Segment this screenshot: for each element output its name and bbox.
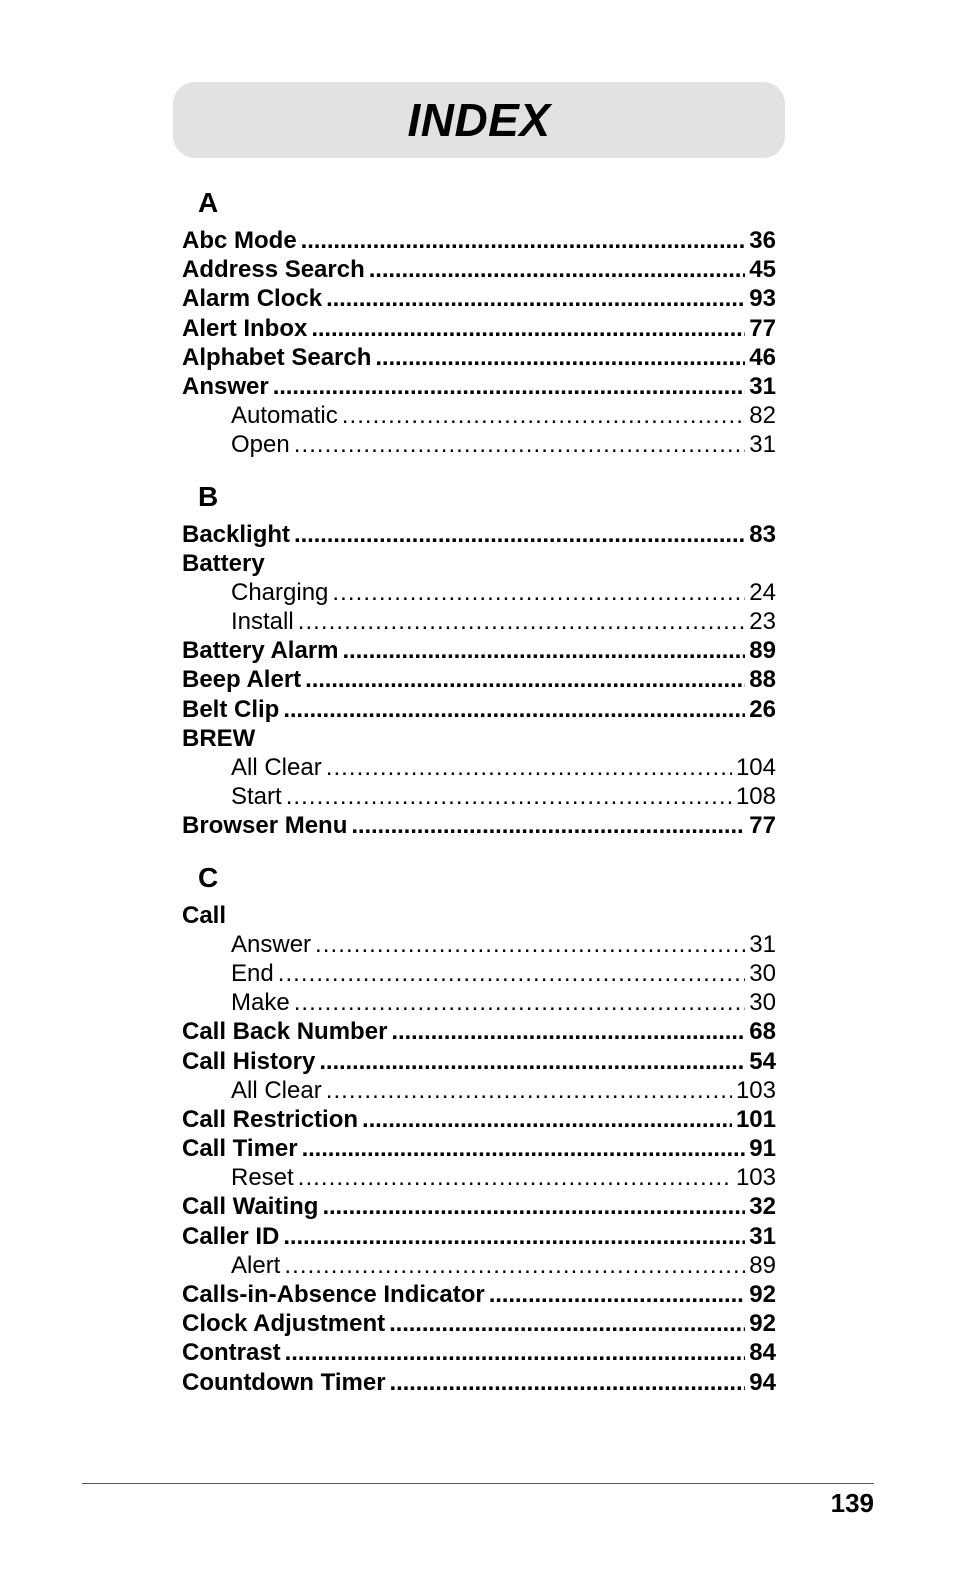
index-subentry — [182, 401, 776, 430]
entry-term: Calls-in-Absence Indicator — [182, 1281, 485, 1308]
index-subentry — [182, 1251, 776, 1280]
index-entry — [182, 695, 776, 724]
index-subentry — [182, 1163, 776, 1192]
page-title: INDEX — [407, 94, 551, 146]
entry-page: 31 — [749, 1222, 776, 1250]
entry-term: Abc Mode — [182, 227, 297, 254]
entry-page: 77 — [749, 314, 776, 342]
entry-term: Battery Alarm — [182, 637, 339, 665]
dot-leader — [391, 1017, 745, 1046]
index-subentry — [182, 607, 776, 636]
dot-leader — [332, 578, 745, 607]
entry-term: Call Waiting — [182, 1193, 319, 1221]
entry-term: Open — [231, 431, 290, 459]
entry-term: Alert — [231, 1251, 281, 1279]
index-entry — [182, 1105, 776, 1134]
dot-leader — [273, 372, 746, 401]
entry-term: Answer — [182, 372, 269, 400]
entry-page: 103 — [735, 1076, 776, 1104]
entry-page: 84 — [749, 1339, 776, 1367]
entry-page: 30 — [749, 959, 776, 987]
index-entry — [182, 665, 776, 694]
entry-term: Call Restriction — [182, 1105, 359, 1133]
entry-term: Charging — [231, 578, 329, 606]
entry-page: 31 — [749, 431, 776, 459]
index-entry — [182, 343, 776, 372]
section-letter: A — [198, 187, 219, 218]
entry-page: 32 — [749, 1193, 776, 1221]
entry-page: 46 — [749, 343, 776, 371]
entry-page: 92 — [749, 1310, 776, 1338]
index-entry — [182, 255, 776, 284]
footer-divider — [82, 1483, 874, 1484]
entry-term: Answer — [231, 930, 312, 958]
entry-page: 31 — [749, 930, 776, 958]
index-subentry — [182, 1076, 776, 1105]
dot-leader — [283, 695, 745, 724]
entry-page: 83 — [749, 520, 776, 548]
section-gap — [182, 460, 776, 482]
entry-page: 104 — [735, 754, 776, 781]
entry-term: Belt Clip — [182, 695, 280, 723]
index-subentry — [182, 930, 776, 959]
dot-leader — [375, 343, 745, 372]
index-entry — [182, 1309, 776, 1338]
index-entry — [182, 1134, 776, 1163]
entry-term: BREW — [182, 724, 256, 752]
index-entry — [182, 314, 776, 343]
entry-term: Reset — [231, 1164, 294, 1192]
dot-leader — [298, 1163, 732, 1192]
dot-leader — [362, 1105, 732, 1134]
entry-term: Contrast — [182, 1339, 281, 1367]
entry-term: Browser Menu — [182, 812, 348, 840]
entry-term: Beep Alert — [182, 666, 302, 694]
dot-leader — [326, 1076, 732, 1105]
index-subentry — [182, 430, 776, 459]
entry-term: Call Back Number — [182, 1018, 388, 1046]
entry-term: Alphabet Search — [182, 343, 372, 371]
index-entry — [182, 724, 776, 753]
entry-page: 94 — [749, 1368, 776, 1396]
dot-leader — [294, 520, 745, 549]
entry-term: All Clear — [231, 1076, 322, 1104]
entry-term: Countdown Timer — [182, 1368, 386, 1396]
index-subentry — [182, 988, 776, 1017]
entry-term: Call — [182, 901, 227, 929]
entry-page: 108 — [735, 783, 776, 811]
entry-page: 93 — [749, 285, 776, 313]
index-entry — [182, 372, 776, 401]
entry-term: Caller ID — [182, 1222, 280, 1250]
dot-leader — [322, 1192, 745, 1221]
dot-leader — [351, 811, 745, 840]
entry-term: Backlight — [182, 520, 291, 548]
entry-page: 31 — [749, 372, 776, 400]
dot-leader — [285, 1338, 746, 1367]
dot-leader — [301, 226, 746, 255]
entry-page: 82 — [749, 402, 776, 430]
index-entry — [182, 1338, 776, 1367]
dot-leader — [305, 665, 745, 694]
entry-term: Alert Inbox — [182, 314, 308, 342]
entry-page: 77 — [749, 812, 776, 840]
index-subentry — [182, 782, 776, 811]
index-subentry — [182, 578, 776, 607]
index-entry — [182, 1280, 776, 1309]
dot-leader — [342, 401, 746, 430]
entry-term: Alarm Clock — [182, 285, 323, 313]
entry-term: All Clear — [231, 754, 322, 781]
dot-leader — [311, 314, 745, 343]
section-gap — [182, 841, 776, 863]
dot-leader — [326, 284, 745, 313]
dot-leader — [369, 255, 746, 284]
index-entry — [182, 901, 776, 930]
entry-page: 30 — [749, 989, 776, 1017]
entry-term: Call Timer — [182, 1135, 298, 1163]
dot-leader — [302, 1134, 746, 1163]
entry-term: End — [231, 959, 274, 987]
index-entry — [182, 1368, 776, 1397]
dot-leader — [343, 636, 746, 665]
entry-page: 36 — [749, 227, 776, 254]
dot-leader — [315, 930, 745, 959]
entry-term: Clock Adjustment — [182, 1310, 386, 1338]
entry-page: 88 — [749, 666, 776, 694]
entry-term: Start — [231, 783, 282, 811]
entry-term: Make — [231, 989, 290, 1017]
index-subentry — [182, 753, 776, 782]
dot-leader — [326, 753, 732, 782]
index-entry — [182, 226, 776, 255]
index-title-banner — [173, 82, 785, 158]
entry-page: 89 — [749, 1251, 776, 1279]
index-entry — [182, 811, 776, 840]
index-entry — [182, 1017, 776, 1046]
dot-leader — [286, 782, 732, 811]
dot-leader — [294, 430, 746, 459]
index-entry — [182, 636, 776, 665]
entry-term: Call History — [182, 1047, 316, 1075]
entry-page: 24 — [749, 578, 776, 606]
index-subentry — [182, 959, 776, 988]
entry-page: 92 — [749, 1281, 776, 1308]
index-entry — [182, 284, 776, 313]
dot-leader — [284, 1251, 745, 1280]
dot-leader — [390, 1368, 746, 1397]
index-entry — [182, 1222, 776, 1251]
dot-leader — [319, 1047, 745, 1076]
index-entry — [182, 520, 776, 549]
section-letter: C — [198, 861, 219, 893]
dot-leader — [278, 959, 746, 988]
entry-term: Address Search — [182, 256, 365, 284]
entry-page: 91 — [749, 1135, 776, 1163]
page-number: 139 — [830, 1488, 874, 1518]
index-list — [182, 188, 776, 1397]
index-entry — [182, 1047, 776, 1076]
entry-page: 89 — [749, 637, 776, 665]
dot-leader — [489, 1280, 746, 1309]
index-entry — [182, 1192, 776, 1221]
entry-page: 101 — [735, 1105, 776, 1133]
index-entry — [182, 549, 776, 578]
dot-leader — [389, 1309, 745, 1338]
entry-page: 26 — [749, 695, 776, 723]
section-letter: B — [198, 480, 219, 512]
entry-page: 54 — [749, 1047, 776, 1075]
dot-leader — [283, 1222, 745, 1251]
dot-leader — [294, 988, 746, 1017]
entry-term: Battery — [182, 549, 265, 577]
entry-term: Automatic — [231, 402, 338, 430]
entry-page: 45 — [749, 256, 776, 284]
entry-page: 23 — [749, 608, 776, 636]
entry-term: Install — [231, 608, 294, 636]
entry-page: 103 — [735, 1164, 776, 1192]
entry-page: 68 — [749, 1018, 776, 1046]
dot-leader — [298, 607, 746, 636]
